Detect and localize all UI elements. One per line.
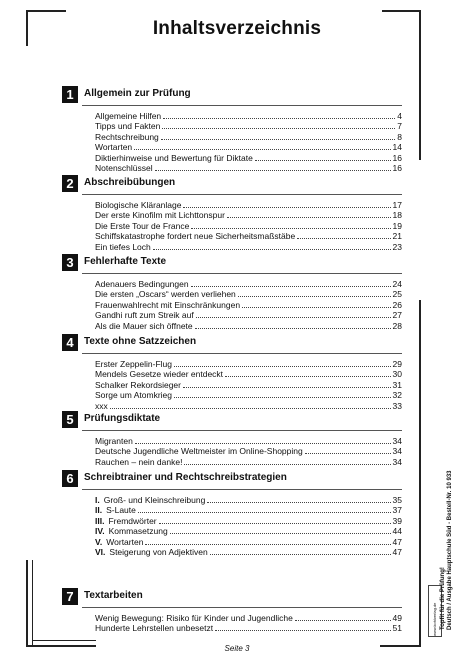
toc-entry [95, 613, 402, 623]
entry-title: Frauenwahlrecht mit Einschränkungen [95, 299, 241, 310]
entry-label [95, 446, 303, 456]
dot-leader [153, 242, 391, 250]
entry-title: Migranten [95, 436, 133, 446]
toc-entry [95, 279, 402, 289]
frame-line [26, 10, 66, 12]
section-title: Textarbeiten [84, 590, 143, 601]
section-header [62, 411, 402, 431]
section-header [62, 588, 402, 608]
toc-section [62, 175, 402, 252]
entry-label [95, 310, 194, 320]
entry-label [95, 516, 157, 526]
entry-list [95, 495, 402, 557]
entry-page-number: 16 [392, 162, 402, 173]
entry-page-number: 32 [392, 390, 402, 401]
entry-title: Hunderte Lehrstellen unbesetzt [95, 623, 214, 634]
toc-section [62, 470, 402, 557]
dot-leader [174, 390, 391, 398]
section-title: Abschreibübungen [84, 177, 176, 188]
entry-page-number: 34 [392, 436, 402, 446]
entry-label [95, 401, 108, 411]
dot-leader [162, 121, 395, 129]
frame-line [382, 10, 421, 12]
toc-entry [95, 111, 402, 121]
section-title: Fehlerhafte Texte [84, 256, 167, 267]
entry-title: Deutsche Jugendliche Weltmeister im Online-Shopping [95, 446, 303, 457]
dot-leader [207, 495, 390, 503]
entry-title: Sorge um Atomkrieg [95, 390, 173, 401]
entry-page-number: 28 [392, 320, 402, 331]
toc-entry [95, 321, 402, 331]
entry-list [95, 436, 402, 467]
section-header [62, 86, 402, 106]
toc-entry [95, 390, 402, 400]
entry-title: Rauchen – nein danke! [95, 456, 183, 467]
dot-leader [215, 623, 390, 631]
section-divider [82, 430, 402, 431]
toc-entry [95, 537, 402, 547]
toc-entry [95, 242, 402, 252]
entry-title: Wortarten [95, 142, 133, 153]
entry-list [95, 279, 402, 331]
toc-section [62, 254, 402, 331]
entry-title: Schiffskatastrophe fordert neue Sicherheitsmaßstäbe [95, 231, 296, 242]
dot-leader [183, 380, 391, 388]
dot-leader [191, 279, 391, 287]
entry-title: Mendels Gesetze wieder entdeckt [95, 369, 224, 380]
entry-page-number: 16 [392, 152, 402, 163]
entry-label [95, 321, 193, 331]
entry-page-number: 51 [392, 623, 402, 634]
entry-label [95, 111, 161, 121]
section-divider [82, 273, 402, 274]
toc-section [62, 86, 402, 173]
entry-page-number: 14 [392, 142, 402, 153]
dot-leader [138, 505, 391, 513]
section-header [62, 334, 402, 354]
entry-roman-numeral: IV. [95, 526, 105, 537]
publisher-url: www.kohlverlag.de [432, 602, 437, 636]
toc-entry [95, 369, 402, 379]
entry-title: Diktierhinweise und Bewertung für Diktate [95, 152, 253, 163]
section-number-badge: 3 [62, 254, 78, 271]
entry-label [95, 242, 151, 252]
page-title: Inhaltsverzeichnis [152, 18, 322, 39]
toc-entry [95, 163, 402, 173]
entry-title: Wortarten [106, 536, 144, 547]
dot-leader [295, 613, 391, 621]
entry-page-number: 7 [397, 121, 402, 132]
page-number: Seite 3 [224, 644, 250, 653]
toc-entry [95, 623, 402, 633]
section-title: Allgemein zur Prüfung [84, 88, 191, 99]
section-title: Schreibtrainer und Rechtschreibstrategien [84, 472, 287, 483]
frame-line [419, 300, 421, 645]
entry-list [95, 111, 402, 173]
toc-entry [95, 505, 402, 515]
section-header [62, 470, 402, 490]
entry-page-number: 47 [392, 546, 402, 557]
toc-section [62, 588, 402, 634]
toc-section [62, 411, 402, 467]
entry-title: Rechtschreibung [95, 131, 159, 142]
toc-entry [95, 221, 402, 231]
entry-label [95, 457, 182, 467]
entry-page-number: 17 [392, 200, 402, 210]
entry-label [95, 210, 225, 220]
entry-page-number: 30 [392, 369, 402, 380]
section-divider [82, 105, 402, 106]
entry-title: Kommasetzung [108, 526, 168, 537]
entry-label [95, 121, 160, 131]
dot-leader [195, 321, 391, 329]
toc-entry [95, 132, 402, 142]
entry-title: Tipps und Fakten [95, 121, 161, 132]
entry-list [95, 359, 402, 411]
entry-title: Groß- und Kleinschreibung [103, 495, 206, 505]
entry-label [95, 359, 172, 369]
entry-title: Fremdwörter [108, 515, 157, 526]
dot-leader [135, 436, 391, 444]
toc-entry [95, 446, 402, 456]
entry-page-number: 8 [397, 131, 402, 142]
dot-leader [159, 516, 391, 524]
entry-page-number: 26 [392, 299, 402, 310]
dot-leader [184, 457, 390, 465]
entry-roman-numeral: VI. [95, 546, 106, 557]
entry-title: Die ersten „Oscars“ werden verliehen [95, 289, 236, 300]
toc-entry [95, 401, 402, 411]
entry-title: Allgemeine Hilfen [95, 111, 162, 121]
section-number-badge: 1 [62, 86, 78, 103]
entry-label [95, 132, 159, 142]
entry-list [95, 200, 402, 252]
dot-leader [196, 310, 391, 318]
entry-page-number: 49 [392, 613, 402, 623]
entry-page-number: 35 [392, 495, 402, 505]
dot-leader [238, 289, 391, 297]
entry-label [95, 200, 181, 210]
entry-title: Der erste Kinofilm mit Lichttonspur [95, 210, 225, 221]
entry-label [95, 153, 253, 163]
toc-entry [95, 300, 402, 310]
entry-label [95, 380, 181, 390]
section-header [62, 254, 402, 274]
toc-entry [95, 310, 402, 320]
section-number-badge: 5 [62, 411, 78, 428]
entry-title: Notenschlüssel [95, 162, 153, 173]
sidebar-line-2: Deutsch / Ausgabe Hauptschule Süd - Bestell-Nr. 10 933 [447, 470, 453, 630]
toc-entry [95, 547, 402, 557]
frame-line [32, 560, 33, 646]
dot-leader [242, 300, 390, 308]
entry-label [95, 221, 189, 231]
section-divider [82, 607, 402, 608]
toc-entry [95, 289, 402, 299]
entry-label [95, 495, 205, 505]
toc-section [62, 334, 402, 411]
section-divider [82, 353, 402, 354]
entry-page-number: 19 [392, 220, 402, 231]
dot-leader [170, 526, 391, 534]
entry-page-number: 47 [392, 536, 402, 547]
toc-entry [95, 436, 402, 446]
entry-label [95, 369, 223, 379]
toc-entry [95, 457, 402, 467]
entry-page-number: 23 [392, 241, 402, 252]
section-divider [82, 489, 402, 490]
entry-title: Steigerung von Adjektiven [109, 546, 208, 557]
entry-title: Die Erste Tour de France [95, 220, 190, 231]
entry-page-number: 33 [392, 400, 402, 411]
entry-title: S-Laute [106, 505, 136, 516]
toc-entry [95, 231, 402, 241]
toc-entry [95, 495, 402, 505]
entry-page-number: 21 [392, 231, 402, 242]
dot-leader [161, 132, 395, 140]
entry-label [95, 300, 240, 310]
entry-page-number: 27 [392, 310, 402, 321]
entry-page-number: 4 [397, 111, 402, 121]
dot-leader [305, 446, 391, 454]
entry-label [95, 526, 168, 536]
entry-label [95, 279, 189, 289]
sidebar-line-1: Topfit für die Prüfung! [440, 567, 446, 630]
section-divider [82, 194, 402, 195]
entry-page-number: 34 [392, 446, 402, 457]
entry-label [95, 505, 136, 515]
toc-entry [95, 516, 402, 526]
entry-title: Schalker Rekordsieger [95, 379, 181, 390]
toc-entry [95, 121, 402, 131]
section-title: Prüfungsdiktate [84, 413, 161, 424]
frame-line [32, 640, 96, 641]
dot-leader [255, 153, 391, 161]
entry-page-number: 37 [392, 505, 402, 516]
entry-label [95, 142, 132, 152]
entry-label [95, 163, 153, 173]
dot-leader [297, 231, 390, 239]
dot-leader [163, 111, 395, 119]
entry-title: Gandhi ruft zum Streik auf [95, 310, 194, 321]
entry-roman-numeral: II. [95, 505, 103, 516]
entry-page-number: 24 [392, 279, 402, 289]
entry-list [95, 613, 402, 634]
entry-page-number: 31 [392, 379, 402, 390]
dot-leader [191, 221, 390, 229]
entry-title: Adenauers Bedingungen [95, 279, 189, 289]
sidebar-info [440, 471, 454, 631]
frame-line [26, 560, 28, 646]
entry-roman-numeral: I. [95, 495, 100, 505]
entry-label [95, 390, 172, 400]
entry-label [95, 613, 293, 623]
entry-title: xxx [95, 400, 108, 411]
entry-title: Wenig Bewegung: Risiko für Kinder und Jugendliche [95, 613, 293, 623]
entry-page-number: 39 [392, 515, 402, 526]
toc-entry [95, 142, 402, 152]
entry-label [95, 547, 208, 557]
section-header [62, 175, 402, 195]
dot-leader [183, 200, 390, 208]
dot-leader [227, 210, 391, 218]
entry-page-number: 18 [392, 210, 402, 221]
section-number-badge: 6 [62, 470, 78, 487]
toc-entry [95, 359, 402, 369]
entry-label [95, 623, 213, 633]
dot-leader [110, 401, 391, 409]
entry-page-number: 25 [392, 289, 402, 300]
entry-label [95, 231, 295, 241]
toc-entry [95, 153, 402, 163]
entry-page-number: 34 [392, 456, 402, 467]
entry-title: Biologische Kläranlage [95, 200, 182, 210]
entry-roman-numeral: V. [95, 536, 103, 547]
entry-page-number: 44 [392, 526, 402, 537]
entry-title: Als die Mauer sich öffnete [95, 320, 193, 331]
entry-label [95, 289, 236, 299]
section-number-badge: 7 [62, 588, 78, 605]
entry-title: Erster Zeppelin-Flug [95, 359, 173, 369]
dot-leader [134, 142, 390, 150]
dot-leader [210, 547, 391, 555]
toc-entry [95, 200, 402, 210]
entry-page-number: 29 [392, 359, 402, 369]
dot-leader [145, 537, 390, 545]
entry-roman-numeral: III. [95, 515, 105, 526]
section-number-badge: 2 [62, 175, 78, 192]
entry-label [95, 436, 133, 446]
dot-leader [155, 163, 391, 171]
toc-entry [95, 380, 402, 390]
dot-leader [174, 359, 391, 367]
toc-entry [95, 210, 402, 220]
section-title: Texte ohne Satzzeichen [84, 336, 197, 347]
entry-title: Ein tiefes Loch [95, 241, 151, 252]
section-number-badge: 4 [62, 334, 78, 351]
entry-label [95, 537, 143, 547]
dot-leader [225, 369, 390, 377]
toc-entry [95, 526, 402, 536]
